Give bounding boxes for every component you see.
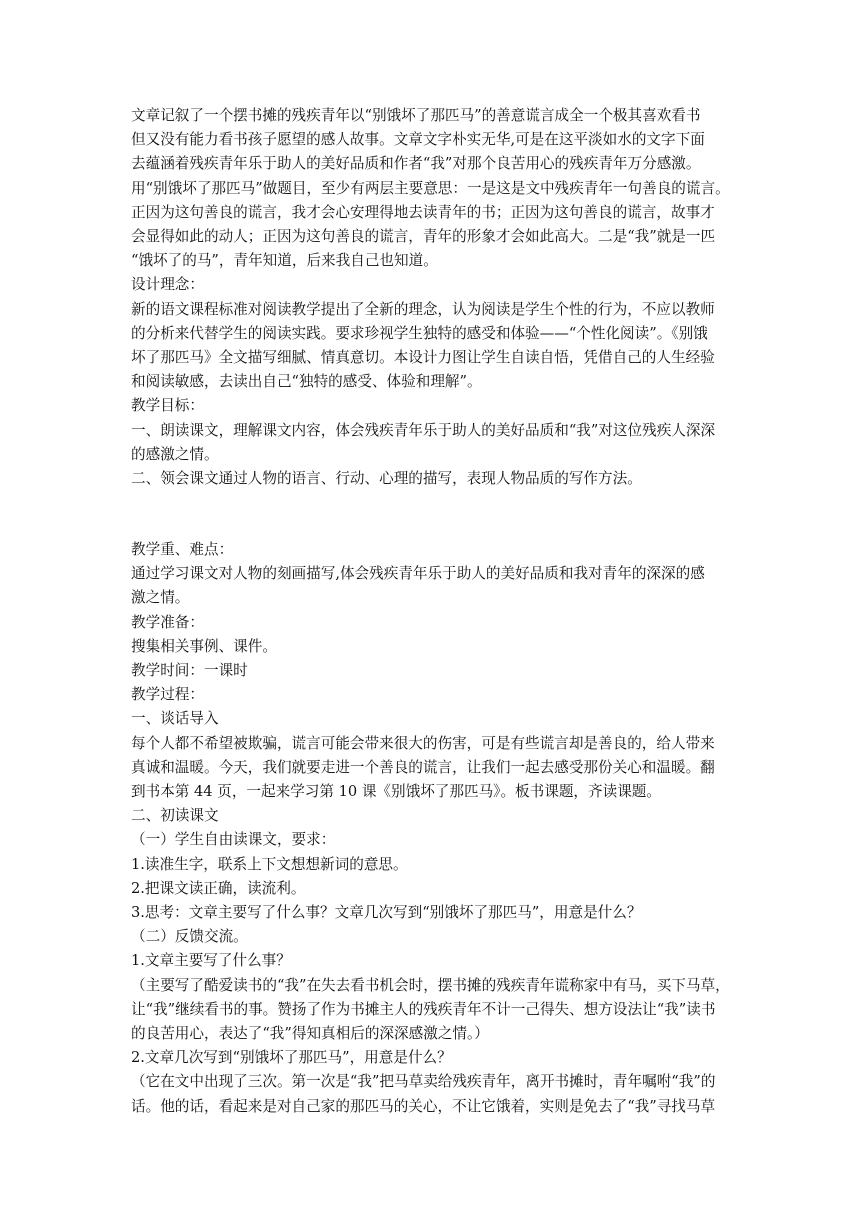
text-line: 话。他的话，看起来是对自己家的那匹马的关心，不让它饿着，实则是免去了“我”寻找马草 (131, 1097, 716, 1115)
text-line: （一）学生自由读课文，要求： (131, 831, 336, 849)
section-heading: 教学时间：一课时 (131, 662, 248, 680)
section-heading: 设计理念： (131, 276, 204, 294)
text-line: 坏了那匹马》全文描写细腻、情真意切。本设计力图让学生自读自悟，凭借自己的人生经验 (131, 349, 715, 367)
text-line: 激之情。 (131, 589, 190, 607)
text-line: （主要写了酷爱读书的“我”在失去看书机会时，摆书摊的残疾青年谎称家中有马，买下马草， (131, 976, 730, 994)
text-line: 但又没有能力看书孩子愿望的感人故事。文章文字朴实无华,可是在这平淡如水的文字下面 (131, 131, 705, 149)
text-line: 文章记叙了一个摆书摊的残疾青年以“别饿坏了那匹马”的善意谎言成全一个极其喜欢看书 (131, 107, 701, 124)
text-block-intro (131, 104, 735, 491)
text-line: 通过学习课文对人物的刻画描写,体会残疾青年乐于助人的美好品质和我对青年的深深的感 (131, 565, 705, 583)
section-heading: 教学目标： (131, 397, 204, 415)
text-line: 真诚和温暖。今天，我们就要走进一个善良的谎言，让我们一起去感受那份关心和温暖。翻 (131, 758, 715, 776)
section-heading: 教学重、难点： (131, 541, 234, 558)
text-line: 一、朗读课文，理解课文内容，体会残疾青年乐于助人的美好品质和“我”对这位残疾人深深 (131, 421, 716, 439)
text-line: 和阅读敏感，去读出自己“独特的感受、体验和理解”。 (131, 373, 482, 391)
text-line: （它在文中出现了三次。第一次是“我”把马草卖给残疾青年，离开书摊时，青年嘱咐“我”的 (131, 1073, 716, 1091)
text-line: 到书本第 44 页，一起来学习第 10 课《别饿坏了那匹马》。板书课题，齐读课题。 (131, 783, 661, 801)
text-line: 的良苦用心，表达了“我”得知真相后的深深感激之情。） (131, 1025, 489, 1043)
text-line: 新的语文课程标准对阅读教学提出了全新的理念，认为阅读是学生个性的行为，不应以教师 (131, 300, 715, 318)
section-heading: 一、谈话导入 (131, 710, 219, 728)
text-line: 1.文章主要写了什么事？ (131, 952, 291, 970)
text-line: 2.把课文读正确，读流利。 (131, 879, 306, 897)
text-block-process (131, 538, 735, 1119)
text-line: “饿坏了的马”，青年知道，后来我自己也知道。 (131, 252, 438, 270)
section-heading: 教学准备： (131, 613, 204, 631)
text-line: 2.文章几次写到“别饿坏了那匹马”，用意是什么？ (131, 1049, 452, 1067)
text-line: 1.读准生字，联系上下文想想新词的意思。 (131, 855, 408, 873)
section-heading: 二、初读课文 (131, 807, 219, 825)
text-line: 让“我”继续看书的事。赞扬了作为书摊主人的残疾青年不计一己得失、想方设法让“我”读书 (131, 1000, 716, 1018)
text-line: 的分析来代替学生的阅读实践。要求珍视学生独特的感受和体验——“个性化阅读”。《别饿 (131, 324, 708, 342)
text-line: 会显得如此的动人；正因为这句善良的谎言，青年的形象才会如此高大。二是“我”就是一匹 (131, 228, 716, 246)
text-line: 搜集相关事例、课件。 (131, 637, 277, 655)
text-line: 3.思考：文章主要写了什么事？文章几次写到“别饿坏了那匹马”，用意是什么？ (131, 904, 642, 922)
text-line: 去蕴涵着残疾青年乐于助人的美好品质和作者“我”对那个良苦用心的残疾青年万分感激。 (131, 155, 701, 173)
section-heading: 教学过程： (131, 686, 204, 704)
text-line: 每个人都不希望被欺骗，谎言可能会带来很大的伤害，可是有些谎言却是善良的，给人带来 (131, 734, 715, 752)
text-line: 正因为这句善良的谎言，我才会心安理得地去读青年的书；正因为这句善良的谎言，故事才 (131, 203, 715, 221)
text-line: 用“别饿坏了那匹马”做题目，至少有两层主要意思：一是这是文中残疾青年一句善良的谎言。 (131, 179, 730, 197)
text-line: 的感激之情。 (131, 445, 219, 463)
text-line: （二）反馈交流。 (131, 928, 248, 946)
text-line: 二、领会课文通过人物的语言、行动、心理的描写，表现人物品质的写作方法。 (131, 470, 642, 488)
